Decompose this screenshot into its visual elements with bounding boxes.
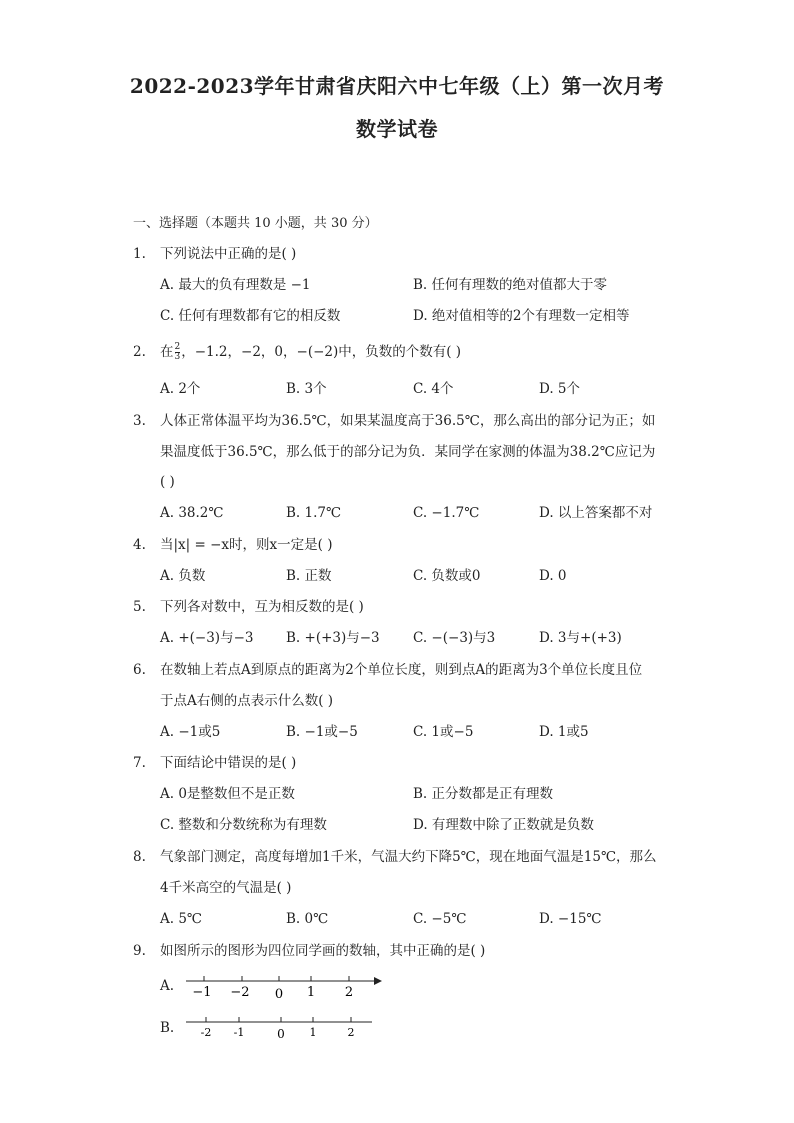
question-stem-line1: 在数轴上若点A到原点的距离为2个单位长度，则到点A的距离为3个单位长度且位 — [160, 662, 643, 678]
question-number: 4. — [133, 537, 146, 553]
option-a: A. — [160, 978, 175, 994]
option-a: A. 5℃ — [160, 911, 203, 927]
exam-title-line2: 数学试卷 — [356, 117, 438, 141]
section-heading: 一、选择题（本题共 10 小题，共 30 分） — [133, 216, 378, 231]
question-stem: 下面结论中错误的是( ) — [160, 755, 297, 771]
option-a: A. 38.2℃ — [160, 505, 224, 521]
option-d: D. 3与+(+3) — [539, 630, 622, 646]
arrow-head-icon — [374, 977, 382, 985]
question-stem: 下列说法中正确的是( ) — [160, 246, 297, 262]
question-number: 3. — [133, 413, 146, 429]
option-d: D. 0 — [539, 568, 567, 584]
option-a: A. 最大的负有理数是 −1 — [160, 277, 311, 293]
option-b: B. +(+3)与−3 — [286, 630, 380, 646]
option-d: D. 绝对值相等的2个有理数一定相等 — [413, 308, 630, 324]
question-stem: 下列各对数中，互为相反数的是( ) — [160, 599, 364, 615]
tick-label: 0 — [274, 987, 284, 1002]
fraction-denominator: 3 — [174, 352, 181, 362]
number-line-a — [180, 970, 390, 1004]
option-a: A. 0是整数但不是正数 — [160, 786, 295, 802]
tick-label: −2 — [230, 985, 250, 1000]
option-b: B. 1.7℃ — [286, 505, 342, 521]
question-number: 6. — [133, 662, 146, 678]
tick-label: -2 — [200, 1026, 212, 1039]
tick-label: 0 — [277, 1027, 285, 1041]
question-number: 7. — [133, 755, 146, 771]
option-a: A. 负数 — [160, 568, 206, 584]
question-stem-line3: ( ) — [160, 474, 175, 490]
tick-label: −1 — [192, 985, 212, 1000]
option-d: D. −15℃ — [539, 911, 602, 927]
question-stem-line1: 气象部门测定，高度每增加1千米，气温大约下降5℃，现在地面气温是15℃，那么 — [160, 849, 657, 865]
option-c: C. 4个 — [413, 381, 454, 397]
tick-label: 1 — [309, 1026, 317, 1039]
option-a: A. 2个 — [160, 381, 201, 397]
option-c: C. 1或−5 — [413, 724, 474, 740]
option-c: C. −1.7℃ — [413, 505, 480, 521]
question-stem: 当|x| = −x时，则x一定是( ) — [160, 537, 333, 553]
option-d: D. 有理数中除了正数就是负数 — [413, 817, 594, 833]
option-b: B. 任何有理数的绝对值都大于零 — [413, 277, 608, 293]
question-stem-line2: 果温度低于36.5℃，那么低于的部分记为负．某同学在家测的体温为38.2℃应记为 — [160, 444, 656, 460]
tick-label: 1 — [306, 985, 316, 1000]
option-c: C. 整数和分数统称为有理数 — [160, 817, 327, 833]
option-b: B. 3个 — [286, 381, 327, 397]
question-stem-line1: 人体正常体温平均为36.5℃，如果某温度高于36.5℃，那么高出的部分记为正；如 — [160, 413, 656, 429]
question-stem-line2: 于点A右侧的点表示什么数( ) — [160, 693, 334, 709]
tick-label: -1 — [233, 1026, 245, 1039]
option-d: D. 5个 — [539, 381, 581, 397]
tick-label: 2 — [344, 985, 354, 1000]
option-d: D. 以上答案都不对 — [539, 505, 653, 521]
option-c: C. 任何有理数都有它的相反数 — [160, 308, 341, 324]
stem-prefix: 在 — [160, 344, 174, 360]
question-stem-line2: 4千米高空的气温是( ) — [160, 880, 292, 896]
question-number: 9. — [133, 943, 146, 959]
option-a: A. −1或5 — [160, 724, 221, 740]
tick-label: 2 — [347, 1026, 355, 1039]
question-number: 8. — [133, 849, 146, 865]
option-b: B. — [160, 1020, 175, 1036]
option-b: B. 正分数都是正有理数 — [413, 786, 554, 802]
question-stem — [160, 342, 665, 362]
option-b: B. 正数 — [286, 568, 332, 584]
option-a: A. +(−3)与−3 — [160, 630, 254, 646]
question-number: 1. — [133, 246, 146, 262]
option-c: C. −5℃ — [413, 911, 467, 927]
option-c: C. −(−3)与3 — [413, 630, 496, 646]
option-b: B. −1或−5 — [286, 724, 358, 740]
option-d: D. 1或5 — [539, 724, 589, 740]
number-line-b — [180, 1012, 380, 1046]
question-stem: 如图所示的图形为四位同学画的数轴，其中正确的是( ) — [160, 943, 486, 959]
exam-title-line1: 2022-2023学年甘肃省庆阳六中七年级（上）第一次月考 — [129, 74, 665, 98]
question-number: 5. — [133, 599, 146, 615]
stem-suffix: ，−1.2，−2，0，−(−2)中，负数的个数有( ) — [181, 344, 462, 360]
fraction-numerator: 2 — [174, 342, 181, 352]
fraction — [175, 343, 181, 362]
option-c: C. 负数或0 — [413, 568, 481, 584]
option-b: B. 0℃ — [286, 911, 329, 927]
question-number: 2. — [133, 344, 146, 360]
